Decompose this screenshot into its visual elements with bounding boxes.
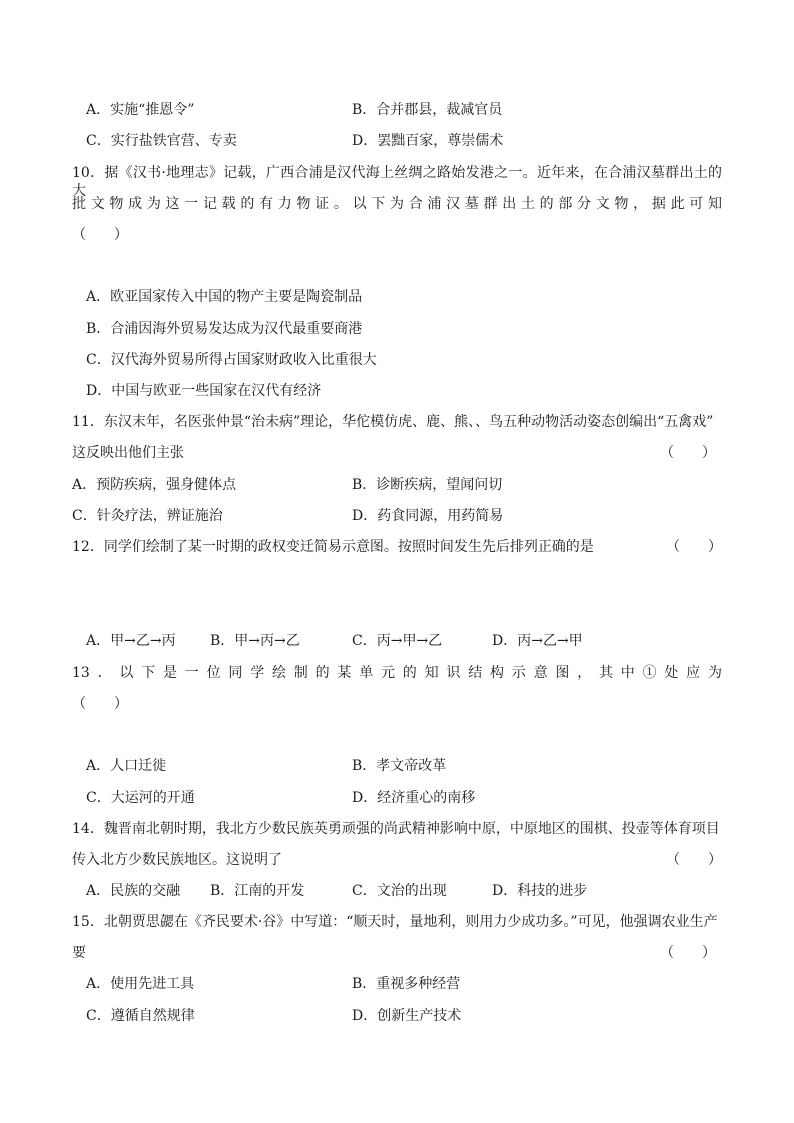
q10-option-a: A．欧亚国家传入中国的物产主要是陶瓷制品 [86, 289, 363, 305]
q13-option-a: A．人口迁徙 [86, 758, 167, 774]
q14-option-b: B．江南的开发 [210, 883, 305, 899]
q15-answer-paren: （ ） [660, 945, 716, 961]
q15-stem-line1: 15．北朝贾思勰在《齐民要术·谷》中写道：“顺天时，量地利，则用力少成功多。”可见，他强调农业生产 [72, 914, 718, 930]
q13-option-b: B．孝文帝改革 [352, 758, 447, 774]
q9-option-d: D．罢黜百家，尊崇儒术 [352, 133, 504, 149]
q14-option-a: A．民族的交融 [86, 883, 181, 899]
q12-stem-line1: 12．同学们绘制了某一时期的政权变迁简易示意图。按照时间发生先后排列正确的是 [72, 539, 594, 555]
q13-answer-paren: （ ） [72, 696, 128, 712]
q14-stem-line2: 传入北方少数民族地区。这说明了 [72, 852, 282, 868]
q15-option-c: C．遵循自然规律 [86, 1008, 195, 1024]
q13-option-d: D．经济重心的南移 [352, 790, 476, 806]
q11-option-b: B．诊断疾病，望闻问切 [352, 477, 503, 493]
q9-option-b: B．合并郡县，裁减官员 [352, 102, 503, 118]
q15-option-b: B．重视多种经营 [352, 976, 461, 992]
q11-option-a: A．预防疾病，强身健体点 [72, 477, 237, 493]
q13-option-c: C．大运河的开通 [86, 790, 195, 806]
q10-option-c: C．汉代海外贸易所得占国家财政收入比重很大 [86, 352, 377, 368]
q15-stem-line2: 要 [72, 945, 86, 961]
q10-option-b: B．合浦因海外贸易发达成为汉代最重要商港 [86, 321, 363, 337]
q9-option-a: A．实施“推恩令” [86, 102, 195, 118]
q15-option-a: A．使用先进工具 [86, 976, 195, 992]
q13-stem-line1: 13．以下是一位同学绘制的某单元的知识结构示意图，其中①处应为 [72, 665, 722, 681]
q11-answer-paren: （ ） [660, 445, 716, 461]
q9-option-c: C．实行盐铁官营、专卖 [86, 133, 237, 149]
q15-option-d: D．创新生产技术 [352, 1008, 462, 1024]
q10-answer-paren: （ ） [72, 227, 128, 243]
q11-stem-line1: 11．东汉末年，名医张仲景“治未病”理论，华佗模仿虎、鹿、熊、、鸟五种动物活动姿态创编出“五禽戏” [72, 414, 714, 430]
q12-option-d: D．丙→乙→甲 [492, 633, 583, 649]
q11-option-d: D．药食同源，用药简易 [352, 508, 504, 524]
q14-option-d: D．科技的进步 [492, 883, 588, 899]
q14-answer-paren: （ ） [666, 852, 722, 868]
q12-answer-paren: （ ） [666, 539, 722, 555]
q12-option-b: B．甲→丙→乙 [210, 633, 300, 649]
q10-option-d: D．中国与欧亚一些国家在汉代有经济 [86, 383, 322, 399]
q11-option-c: C．针灸疗法，辨证施治 [72, 508, 223, 524]
q11-stem-line2: 这反映出他们主张 [72, 445, 184, 461]
q12-option-c: C．丙→甲→乙 [352, 633, 443, 649]
q12-option-a: A．甲→乙→丙 [86, 633, 176, 649]
q14-option-c: C．文治的出现 [352, 883, 447, 899]
q14-stem-line1: 14．魏晋南北朝时期，我北方少数民族英勇顽强的尚武精神影响中原，中原地区的围棋、投壶等体育项目 [72, 821, 720, 837]
q10-stem-line1: 10．据《汉书·地理志》记载，广西合浦是汉代海上丝绸之路始发港之一。近年来，在合浦汉墓群出土的大 [72, 165, 722, 199]
q10-stem-line2: 批文物成为这一记载的有力物证。以下为合浦汉墓群出土的部分文物，据此可知 [72, 196, 722, 212]
